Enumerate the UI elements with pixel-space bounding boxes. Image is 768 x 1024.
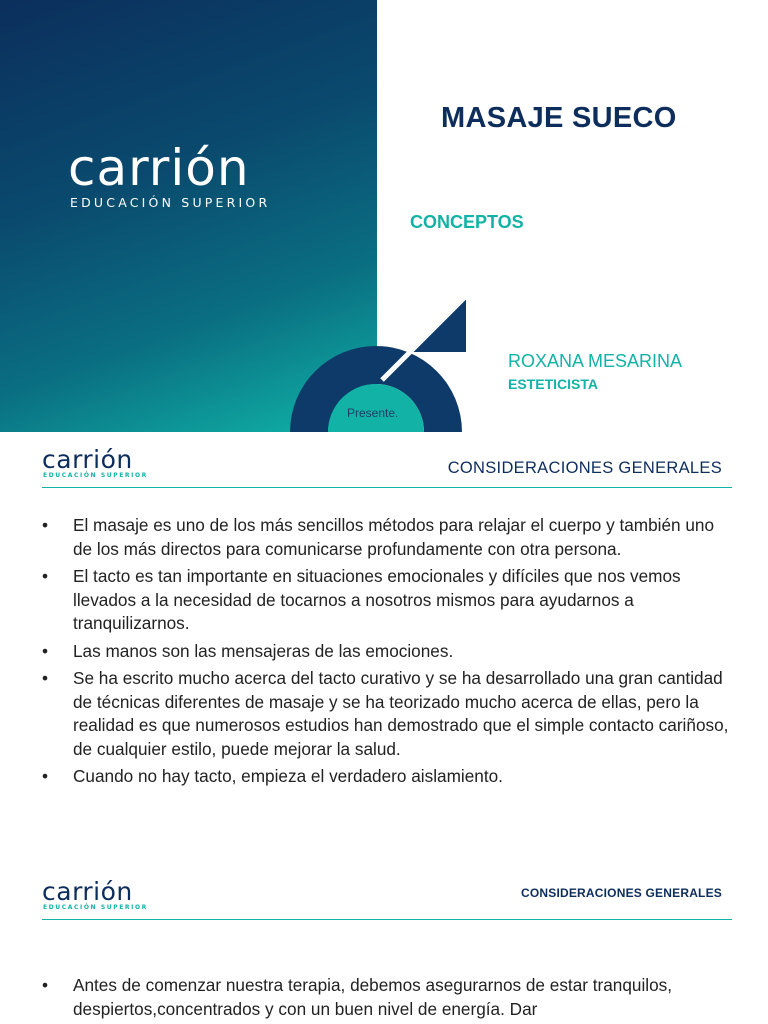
author-name: ROXANA MESARINA [508,351,683,371]
bullet-icon: • [42,766,49,786]
slide-header: CONSIDERACIONES GENERALES [520,886,722,900]
bullet-list [42,974,732,1021]
logo-subtitle: EDUCACIÓN SUPERIOR [43,904,148,911]
considerations-slide-2 [0,862,768,1024]
list-item: • El tacto es tan importante en situaciones emocionales y difíciles que nos vemos llevados a la necesidad de tocarnos a nosotros mismos para ayudarnos a tranquilizarnos. [42,566,681,633]
list-item: • Cuando no hay tacto, empieza el verdadero aislamiento. [42,765,732,789]
logo-wordmark: carrión [68,139,250,197]
carrion-logo [68,138,308,210]
list-item: • Antes de comenzar nuestra terapia, debemos asegurarnos de estar tranquilos, despiertos,concentrados y con un buen nivel de energía. Dar [42,975,673,1019]
bullet-icon: • [42,975,49,995]
list-item: • El masaje es uno de los más sencillos métodos para relajar el cuerpo y también uno de los más directos para comunicarse profundamente con otra persona. [42,515,715,559]
bullet-icon: • [42,515,49,535]
logo-wordmark: carrión [42,877,133,906]
logo-subtitle: EDUCACIÓN SUPERIOR [70,195,271,210]
carrion-logo-small [42,446,162,479]
bullet-icon: • [42,668,49,688]
list-item: • Las manos son las mensajeras de las emociones. [42,640,732,664]
bullet-list [42,514,732,793]
author-role: ESTETICISTA [508,376,598,392]
cover-section-label: CONCEPTOS [410,212,524,232]
logo-wordmark: carrión [42,445,133,474]
slide-header: CONSIDERACIONES GENERALES [447,459,722,477]
tagline-text: Presente. [347,406,399,420]
bullet-icon: • [42,640,49,661]
header-divider [42,487,732,488]
cover-slide [0,0,768,432]
carrion-logo-small [42,878,162,911]
logo-subtitle: EDUCACIÓN SUPERIOR [43,472,148,479]
bullet-icon: • [42,566,49,586]
header-divider [42,919,732,920]
cover-title: MASAJE SUECO [441,102,677,134]
list-item: • Se ha escrito mucho acerca del tacto curativo y se ha desarrollado una gran cantidad de técnicas diferentes de masaje y se ha teorizado mucho acerca de ellas, pero la realidad es que numerosos estudios han demostrado que el simple contacto cariñoso, de cualquier estilo, puede mejorar la salud. [42,668,729,759]
considerations-slide-1 [0,432,768,862]
